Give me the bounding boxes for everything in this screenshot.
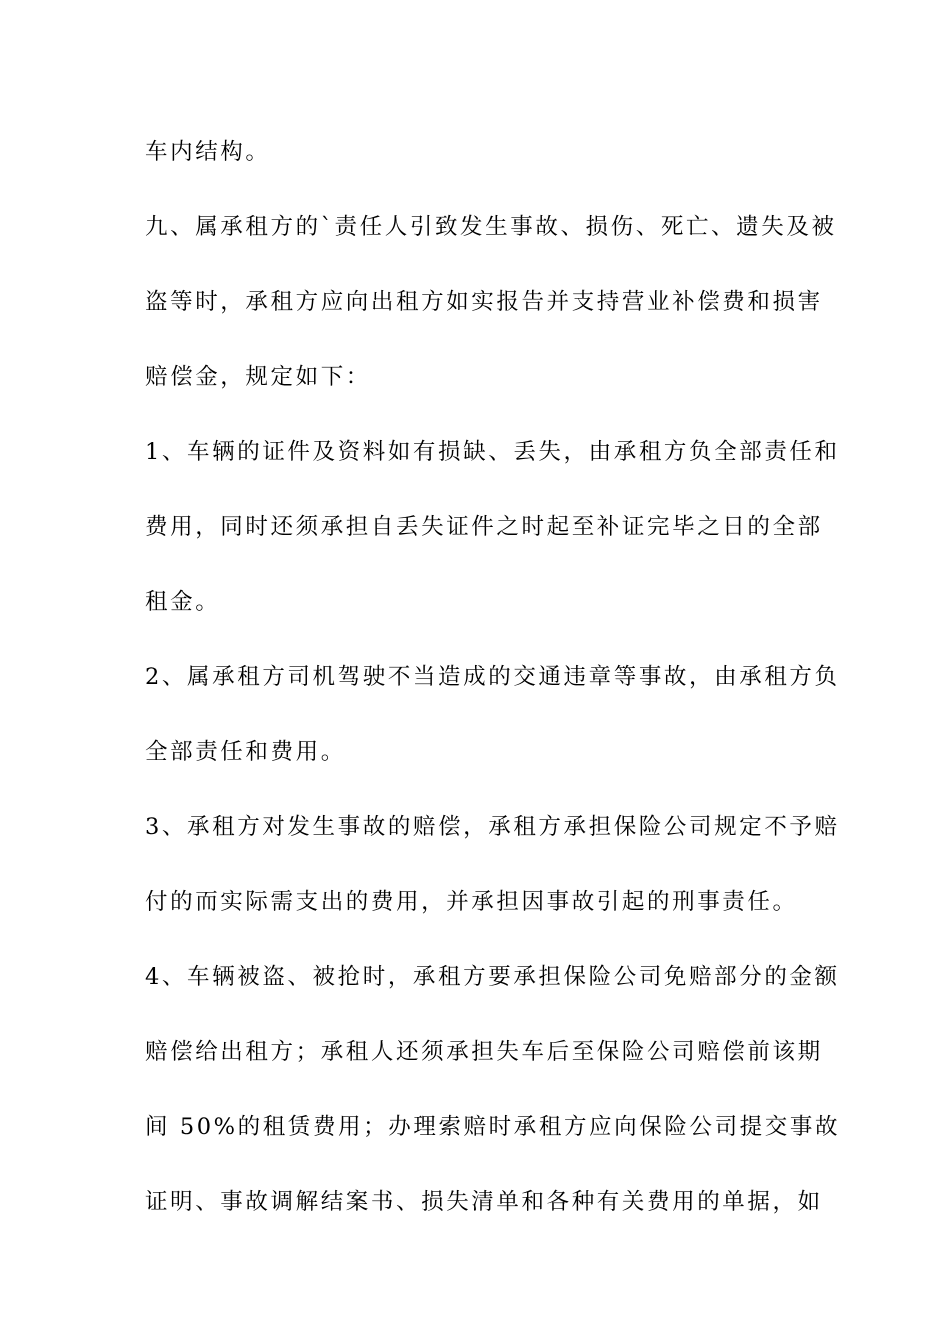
text-line: 车内结构。 [145, 139, 271, 165]
text-line: 1、车辆的证件及资料如有损缺、丢失，由承租方负全部责任和 [145, 439, 840, 465]
text-line: 4、车辆被盗、被抢时，承租方要承担保险公司免赔部分的金额 [145, 964, 840, 990]
text-line: 赔偿金，规定如下： [145, 364, 371, 390]
text-line: 赔偿给出租方；承租人还须承担失车后至保险公司赔偿前该期 [145, 1039, 823, 1065]
text-line: 盗等时，承租方应向出租方如实报告并支持营业补偿费和损害 [145, 289, 823, 315]
text-line: 全部责任和费用。 [145, 739, 346, 765]
text-line: 费用，同时还须承担自丢失证件之时起至补证完毕之日的全部 [145, 514, 823, 540]
text-line: 间 50%的租赁费用；办理索赔时承租方应向保险公司提交事故 [145, 1114, 841, 1140]
text-line: 2、属承租方司机驾驶不当造成的交通违章等事故，由承租方负 [145, 664, 840, 690]
text-line: 证明、事故调解结案书、损失清单和各种有关费用的单据，如 [145, 1189, 823, 1215]
text-line: 付的而实际需支出的费用，并承担因事故引起的刑事责任。 [145, 889, 798, 915]
text-line: 3、承租方对发生事故的赔偿，承租方承担保险公司规定不予赔 [145, 814, 840, 840]
text-line: 九、属承租方的`责任人引致发生事故、损伤、死亡、遗失及被 [145, 214, 837, 240]
text-line: 租金。 [145, 589, 221, 615]
